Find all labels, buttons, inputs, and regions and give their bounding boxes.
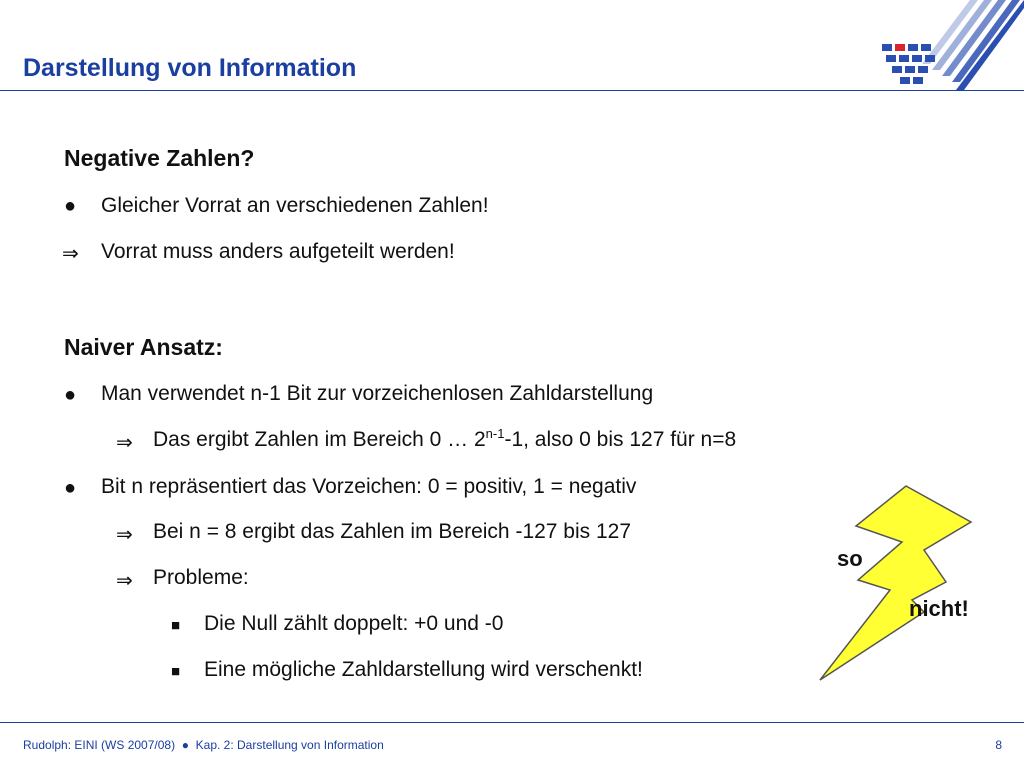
- square-bullet-icon: ■: [171, 663, 181, 680]
- range-text: [153, 428, 736, 452]
- implication-text: Bei n = 8 ergibt das Zahlen im Bereich -127 bis 127: [153, 520, 632, 543]
- range-exponent: n-1: [485, 426, 505, 441]
- callout-text-so: so: [837, 546, 863, 571]
- problem-text: Die Null zählt doppelt: +0 und -0: [204, 612, 504, 635]
- page-number: 8: [995, 738, 1002, 752]
- range-text-before: Das ergibt Zahlen im Bereich 0 … 2: [153, 428, 486, 451]
- bullet-icon: ●: [64, 384, 77, 406]
- bullet-icon: ●: [64, 195, 77, 217]
- implies-arrow-icon: ⇒: [62, 243, 79, 265]
- problem-text: Eine mögliche Zahldarstellung wird verschenkt!: [204, 658, 643, 681]
- lightning-bolt-shape: [820, 486, 971, 680]
- bullet-text: Bit n repräsentiert das Vorzeichen: 0 = positiv, 1 = negativ: [101, 475, 637, 498]
- heading-negative-numbers: Negative Zahlen?: [64, 145, 255, 171]
- slide-title: Darstellung von Information: [23, 54, 357, 82]
- square-bullet-icon: ■: [171, 617, 181, 634]
- bullet-icon: ●: [64, 477, 77, 499]
- implies-arrow-icon: ⇒: [116, 432, 133, 454]
- university-logo: [876, 0, 1024, 90]
- implies-arrow-icon: ⇒: [116, 570, 133, 592]
- callout-text-nicht: nicht!: [909, 596, 969, 621]
- range-text-after: -1, also 0 bis 127 für n=8: [504, 428, 737, 451]
- header-divider: [0, 90, 1024, 91]
- implies-arrow-icon: ⇒: [116, 524, 133, 546]
- logo-stripes: [922, 0, 1024, 90]
- bullet-text: Man verwendet n-1 Bit zur vorzeichenlosen Zahldarstellung: [101, 382, 654, 405]
- implication-text: Probleme:: [153, 566, 249, 589]
- footer-divider: [0, 722, 1024, 723]
- bullet-text: Gleicher Vorrat an verschiedenen Zahlen!: [101, 194, 489, 217]
- footer-text: Rudolph: EINI (WS 2007/08) ● Kap. 2: Darstellung von Information: [23, 738, 384, 752]
- heading-naive-approach: Naiver Ansatz:: [64, 334, 223, 360]
- implication-text: Vorrat muss anders aufgeteilt werden!: [101, 240, 455, 263]
- lightning-bolt-icon: [816, 484, 976, 684]
